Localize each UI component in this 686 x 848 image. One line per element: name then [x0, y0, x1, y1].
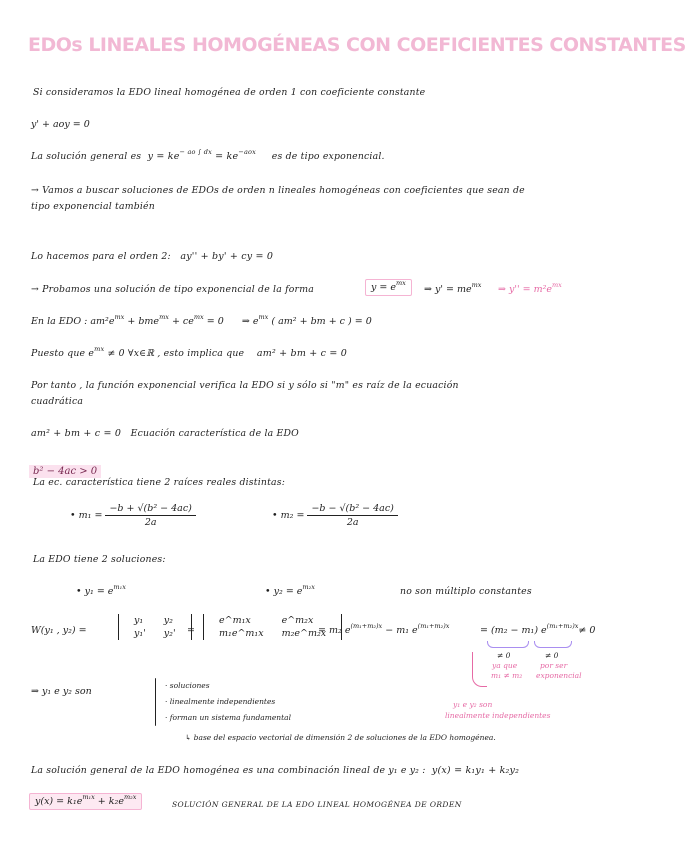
search-text-1: → Vamos a buscar soluciones de EDOs de orden n lineales homogéneas con coeficientes que sean de: [31, 185, 525, 196]
note-nonzero-2b: por ser: [540, 661, 568, 670]
page-title: EDOs LINEALES HOMOGÉNEAS CON COEFICIENTES CONSTANTES: [28, 34, 686, 56]
determinant-symbolic: y₁ y₂ y₁' y₂': [118, 614, 192, 640]
characteristic-equation: am² + bm + c = 0 Ecuación característica de la EDO: [31, 428, 299, 439]
basis-note: ↳ base del espacio vectorial de dimensión 2 de soluciones de la EDO homogénea.: [185, 733, 496, 742]
underbrace-difference: [487, 641, 529, 648]
equation-first-order: y' + aoy = 0: [31, 119, 90, 130]
try-solution-text: → Probamos una solución de tipo exponencial de la forma: [31, 284, 314, 295]
intro-text: Si consideramos la EDO lineal homogénea de orden 1 con coeficiente constante: [33, 87, 426, 98]
second-derivative: ⇒ $y'' = m^2e^{mx}$: [498, 281, 562, 295]
general-solution-text: La solución general de la EDO homogénea es una combinación lineal de y₁ e y₂ : y(x) = k₁y₁ + k₂y₂: [31, 765, 520, 776]
two-solutions-text: La EDO tiene 2 soluciones:: [33, 554, 166, 565]
note-nonzero-1c: m₁ ≠ m₂: [491, 671, 523, 680]
final-solution-box: $y(x) = k_1e^{m_1x} + k_2e^{m_2x}$: [29, 793, 142, 810]
wronskian-result: = (m₂ − m₁) $e^{(m_1+m_2)x}\ne 0$: [480, 622, 596, 636]
not-multiple-text: no son múltiplo constantes: [400, 586, 532, 597]
therefore-text-1: Por tanto , la función exponencial verifica la EDO si y sólo si "m" es raíz de la ecuación: [31, 380, 459, 391]
solution-y2: • $y_2 = e^{m_2x}$: [265, 583, 315, 597]
solution-y1: • $y_1 = e^{m_1x}$: [76, 583, 126, 597]
list-item-fundamental: · forman un sistema fundamental: [165, 713, 291, 722]
since-text: Puesto que $e^{mx} \ne 0$ ∀x∈ℝ , esto implica que am² + bm + c = 0: [31, 345, 348, 359]
case-heading: b² − 4ac > 0: [29, 459, 101, 478]
wronskian-expansion: = m₂ $e^{(m_1+m_2)x} - m_1$ $e^{(m_1+m_2)x}$: [318, 622, 450, 636]
try-solution-box: $y = e^{mx}$: [365, 279, 412, 296]
case-text: La ec. característica tiene 2 raíces reales distintas:: [33, 477, 286, 488]
root-m2: • m₂ = $\frac{\text{−b − √(b² − 4ac)}}{2a}$: [272, 503, 398, 528]
determinant-exponential: e^m₁x e^m₂x m₁e^m₁x m₂e^m₂x: [203, 614, 342, 640]
wronskian-label: W(y₁ , y₂) =: [31, 625, 87, 636]
pink-note-1: y₁ e y₂ son: [453, 700, 493, 709]
note-nonzero-2: ≠ 0: [545, 651, 559, 660]
first-derivative: ⇒ $y' = me^{mx}$: [424, 281, 482, 295]
root-m1: • m₁ = $\frac{\text{−b + √(b² − 4ac)}}{2a}$: [70, 503, 196, 528]
solution-general-text: La solución general es $y = ke^{- ao \int dx} = ke^{-aox}$ es de tipo exponencial.: [31, 148, 385, 162]
note-nonzero-2c: exponencial: [536, 671, 582, 680]
note-nonzero-1b: ya que: [492, 661, 518, 670]
equals-sign: =: [187, 625, 195, 636]
note-nonzero-1: ≠ 0: [497, 651, 511, 660]
final-solution-label: SOLUCIÓN GENERAL DE LA EDO LINEAL HOMOGÉNEA DE ORDEN: [172, 800, 462, 809]
underbrace-exponential: [534, 641, 572, 648]
so-text: ⇒ y₁ e y₂ son: [31, 686, 92, 697]
order-two-text: Lo hacemos para el orden 2: ay'' + by' + cy = 0: [31, 251, 274, 262]
search-text-2: tipo exponencial también: [31, 201, 155, 212]
therefore-text-2: cuadrática: [31, 396, 84, 407]
list-item-solutions: · soluciones: [165, 681, 210, 690]
list-item-independent: · linealmente independientes: [165, 697, 276, 706]
substitution-line: En la EDO : $am^2e^{mx} + bme^{mx} + ce^{mx} = 0$ ⇒ $e^{mx}$ ( am² + bm + c ) = 0: [31, 313, 372, 327]
pink-connector: [472, 652, 487, 687]
brace-left: [155, 678, 156, 726]
pink-note-2: linealmente independientes: [445, 711, 551, 720]
